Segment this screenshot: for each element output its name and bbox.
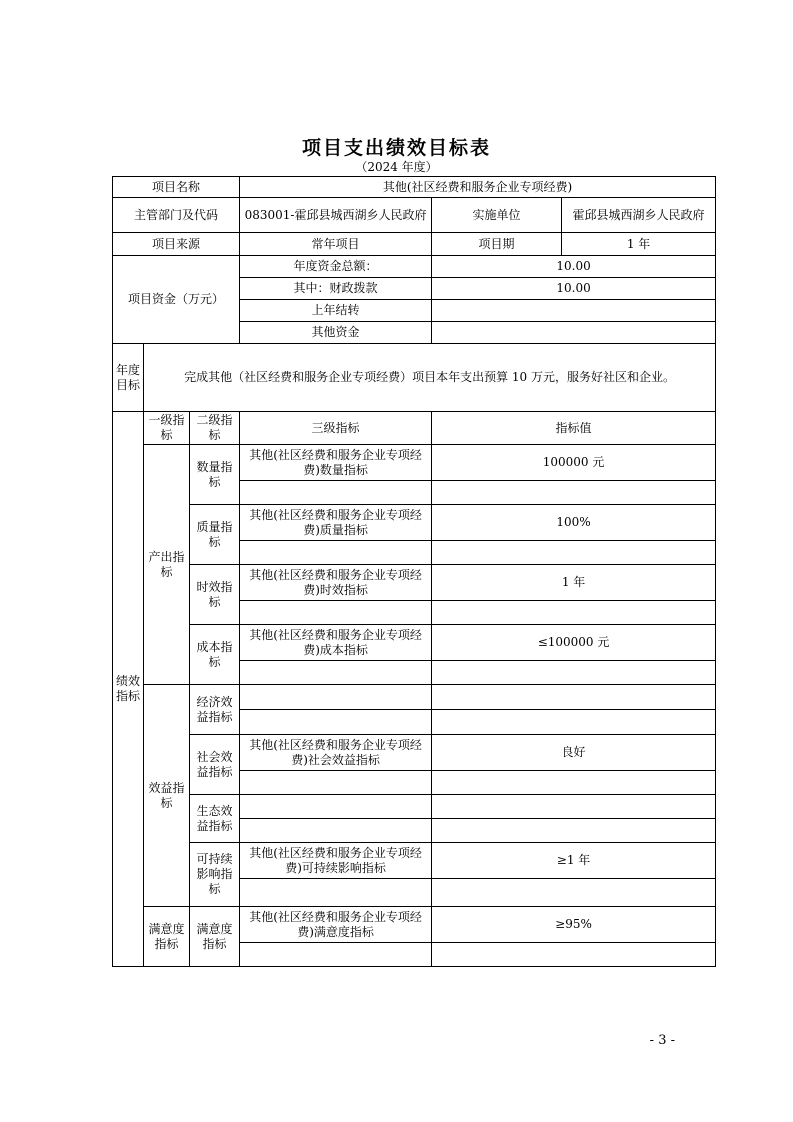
funds-total-value: 10.00 xyxy=(432,256,716,278)
funds-fiscal-label: 其中：财政拨款 xyxy=(240,278,432,300)
satisfaction-value: ≥95% xyxy=(432,907,716,943)
funds-fiscal-value: 10.00 xyxy=(432,278,716,300)
timeliness-label: 时效指标 xyxy=(190,565,240,625)
table-row xyxy=(113,625,716,661)
economic-benefit-indicator xyxy=(240,685,432,710)
project-name-value: 其他(社区经费和服务企业专项经费) xyxy=(240,177,716,198)
funds-carryover-value xyxy=(432,300,716,322)
output-indicators-label: 产出指标 xyxy=(144,445,190,685)
table-row xyxy=(113,843,716,879)
economic-benefit-label: 经济效益指标 xyxy=(190,685,240,735)
ecological-benefit-indicator xyxy=(240,795,432,819)
cost-label: 成本指标 xyxy=(190,625,240,685)
satisfaction-sub-label: 满意度指标 xyxy=(190,907,240,967)
cost-value: ≤100000 元 xyxy=(432,625,716,661)
period-label: 项目期 xyxy=(432,233,562,256)
quantity-value: 100000 元 xyxy=(432,445,716,481)
table-row xyxy=(113,445,716,481)
annual-goal-value: 完成其他（社区经费和服务企业专项经费）项目本年支出预算 10 万元，服务好社区和企业。 xyxy=(144,344,716,412)
sustainable-impact-label: 可持续影响指标 xyxy=(190,843,240,907)
funds-other-label: 其他资金 xyxy=(240,322,432,344)
table-row xyxy=(113,505,716,541)
table-row xyxy=(113,795,716,819)
table-row xyxy=(113,177,716,198)
header-level2: 二级指标 xyxy=(190,412,240,445)
funds-other-value xyxy=(432,322,716,344)
sustainable-impact-value: ≥1 年 xyxy=(432,843,716,879)
funds-label: 项目资金（万元） xyxy=(113,256,240,344)
dept-value: 083001-霍邱县城西湖乡人民政府 xyxy=(240,198,432,233)
social-benefit-value: 良好 xyxy=(432,735,716,771)
table-row xyxy=(113,685,716,710)
table-row xyxy=(113,565,716,601)
funds-carryover-label: 上年结转 xyxy=(240,300,432,322)
impl-value: 霍邱县城西湖乡人民政府 xyxy=(562,198,716,233)
impl-label: 实施单位 xyxy=(432,198,562,233)
period-value: 1 年 xyxy=(562,233,716,256)
ecological-benefit-value xyxy=(432,795,716,819)
annual-goal-label: 年度目标 xyxy=(113,344,144,412)
source-label: 项目来源 xyxy=(113,233,240,256)
table-row xyxy=(113,256,716,278)
social-benefit-label: 社会效益指标 xyxy=(190,735,240,795)
benefit-indicators-label: 效益指标 xyxy=(144,685,190,907)
satisfaction-indicator: 其他(社区经费和服务企业专项经费)满意度指标 xyxy=(240,907,432,943)
page-number: - 3 - xyxy=(649,1033,675,1048)
quantity-label: 数量指标 xyxy=(190,445,240,505)
page-subtitle: （2024 年度） xyxy=(355,160,438,174)
cost-indicator: 其他(社区经费和服务企业专项经费)成本指标 xyxy=(240,625,432,661)
header-level1: 一级指标 xyxy=(144,412,190,445)
table-row xyxy=(113,735,716,771)
performance-table xyxy=(112,176,716,967)
table-row xyxy=(113,198,716,233)
source-value: 常年项目 xyxy=(240,233,432,256)
satisfaction-indicators-label: 满意度指标 xyxy=(144,907,190,967)
timeliness-indicator: 其他(社区经费和服务企业专项经费)时效指标 xyxy=(240,565,432,601)
quality-indicator: 其他(社区经费和服务企业专项经费)质量指标 xyxy=(240,505,432,541)
funds-total-label: 年度资金总额： xyxy=(240,256,432,278)
header-value: 指标值 xyxy=(432,412,716,445)
quality-label: 质量指标 xyxy=(190,505,240,565)
project-name-label: 项目名称 xyxy=(113,177,240,198)
table-row xyxy=(113,412,716,445)
timeliness-value: 1 年 xyxy=(432,565,716,601)
performance-indicators-label: 绩效指标 xyxy=(113,412,144,967)
dept-label: 主管部门及代码 xyxy=(113,198,240,233)
economic-benefit-value xyxy=(432,685,716,710)
sustainable-impact-indicator: 其他(社区经费和服务企业专项经费)可持续影响指标 xyxy=(240,843,432,879)
table-row xyxy=(113,344,716,412)
quantity-indicator: 其他(社区经费和服务企业专项经费)数量指标 xyxy=(240,445,432,481)
page-title: 项目支出绩效目标表 xyxy=(301,137,491,159)
table-row xyxy=(113,233,716,256)
quality-value: 100% xyxy=(432,505,716,541)
ecological-benefit-label: 生态效益指标 xyxy=(190,795,240,843)
header-level3: 三级指标 xyxy=(240,412,432,445)
table-row xyxy=(113,907,716,943)
social-benefit-indicator: 其他(社区经费和服务企业专项经费)社会效益指标 xyxy=(240,735,432,771)
